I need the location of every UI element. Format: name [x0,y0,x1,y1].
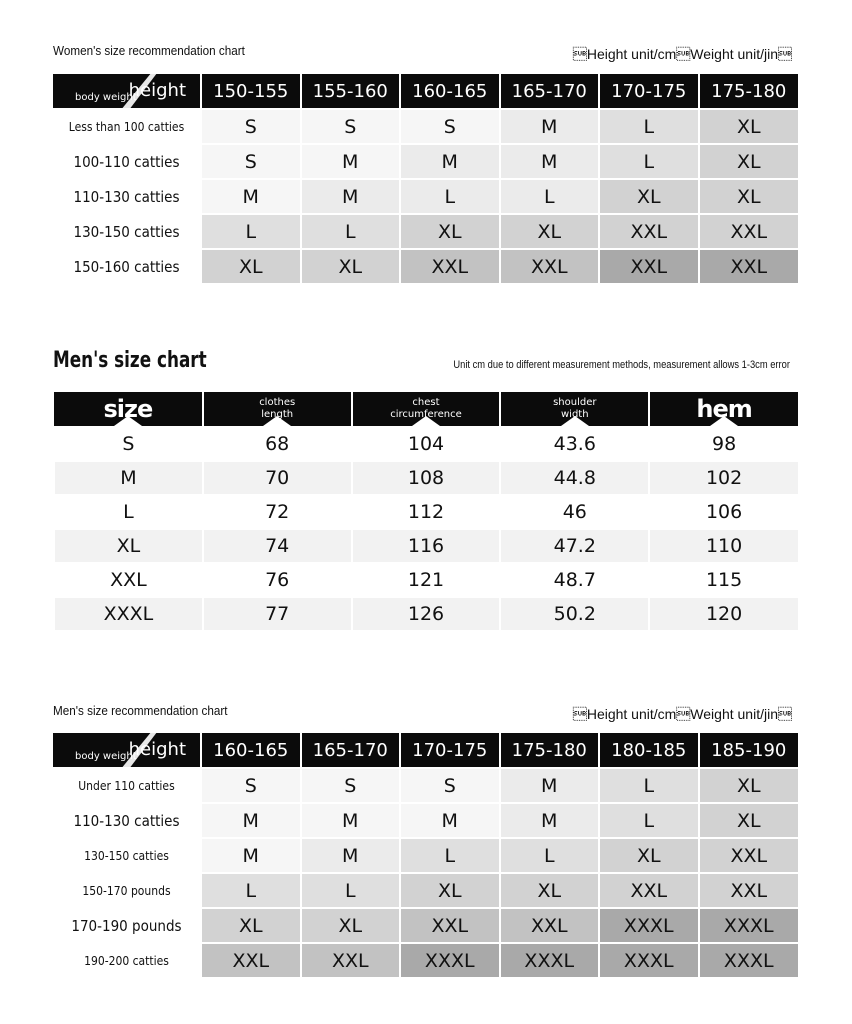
size-cell: M [500,768,600,803]
weight-row-label: 130-150 catties [53,214,201,249]
size-cell: S [201,109,301,144]
measurement-note: Unit cm due to different measurement methods, measurement allows 1-3cm error [453,359,790,371]
size-cell: XL [500,873,600,908]
table-row [53,943,798,977]
table-row [54,461,798,495]
size-cell: S [301,768,401,803]
corner-height-label: height [128,739,186,760]
height-column-header: 160-165 [400,74,500,109]
size-cell: XXL [400,249,500,283]
hem-value: 115 [649,563,798,597]
size-cell: M [400,144,500,179]
table-row [53,109,798,144]
size-value: XL [54,529,203,563]
chest-value: 116 [352,529,501,563]
size-cell: XXXL [400,943,500,977]
height-column-header: 170-175 [400,733,500,768]
size-cell: XXL [699,838,799,873]
size-cell: XXL [699,214,799,249]
men-size-chart-title: Men's size chart [53,348,207,373]
women-recommendation-table [53,74,798,283]
length-value: 70 [203,461,352,495]
size-cell: M [201,838,301,873]
size-column-header [54,392,203,427]
table-row [53,214,798,249]
women-rec-units: Height unit/cmWeight unit/jin [572,46,792,62]
size-cell: S [201,768,301,803]
size-cell: L [500,179,600,214]
size-cell: L [201,873,301,908]
shoulder-value: 50.2 [500,597,649,630]
hem-value: 110 [649,529,798,563]
table-row [53,803,798,838]
hem-value: 106 [649,495,798,529]
table-row [53,768,798,803]
size-cell: M [201,803,301,838]
length-value: 72 [203,495,352,529]
size-cell: XL [500,214,600,249]
weight-row-label: 150-160 catties [53,249,201,283]
corner-header [53,74,201,109]
shoulder-value: 44.8 [500,461,649,495]
header-line: clothes [259,397,296,408]
table-row [54,427,798,461]
height-column-header: 175-180 [699,74,799,109]
size-cell: M [500,144,600,179]
table-row [54,563,798,597]
header-notch-icon [561,416,589,426]
size-cell: XXXL [699,943,799,977]
size-cell: XL [699,179,799,214]
length-value: 76 [203,563,352,597]
size-cell: M [301,179,401,214]
men-rec-units: Height unit/cmWeight unit/jin [572,706,792,722]
length-value: 68 [203,427,352,461]
size-value: XXL [54,563,203,597]
size-cell: XL [599,179,699,214]
size-cell: L [599,803,699,838]
size-cell: L [201,214,301,249]
height-column-header: 165-170 [500,74,600,109]
men-rec-caption: Men's size recommendation chart [53,703,228,718]
corner-weight-label: body weight [75,751,137,762]
weight-row-label: 130-150 catties [53,838,201,873]
size-cell: M [301,144,401,179]
size-cell: L [400,838,500,873]
table-row [53,908,798,943]
header-notch-icon [263,416,291,426]
header-notch-icon [412,416,440,426]
weight-row-label: Under 110 catties [53,768,201,803]
size-cell: XXL [400,908,500,943]
size-cell: XL [301,249,401,283]
size-cell: XL [599,838,699,873]
hem-value: 102 [649,461,798,495]
corner-weight-label: body weight [75,92,137,103]
height-column-header: 175-180 [500,733,600,768]
length-value: 74 [203,529,352,563]
size-cell: XXL [699,873,799,908]
table-row [53,144,798,179]
weight-row-label: 110-130 catties [53,803,201,838]
chest-value: 112 [352,495,501,529]
shoulder-value: 46 [500,495,649,529]
men-size-chart-table [53,392,798,630]
size-cell: S [301,109,401,144]
men-recommendation-table [53,733,798,977]
size-cell: XXL [599,873,699,908]
height-column-header: 160-165 [201,733,301,768]
height-column-header: 165-170 [301,733,401,768]
size-cell: XL [699,109,799,144]
size-cell: S [201,144,301,179]
size-cell: L [301,214,401,249]
weight-row-label: 190-200 catties [53,943,201,977]
weight-row-label: 170-190 pounds [53,908,201,943]
shoulder-value: 47.2 [500,529,649,563]
header-line: length [261,409,294,420]
size-cell: M [500,109,600,144]
size-cell: XXL [201,943,301,977]
size-cell: XXXL [599,908,699,943]
size-cell: XL [301,908,401,943]
header-line: chest [412,397,440,408]
size-cell: XL [201,249,301,283]
size-cell: XXL [599,214,699,249]
size-cell: XXL [599,249,699,283]
size-cell: XXL [301,943,401,977]
corner-header [53,733,201,768]
table-row [53,249,798,283]
height-column-header: 185-190 [699,733,799,768]
table-row [54,597,798,630]
size-cell: L [599,109,699,144]
size-value: L [54,495,203,529]
hem-value: 98 [649,427,798,461]
length-value: 77 [203,597,352,630]
size-cell: XL [201,908,301,943]
chest-value: 108 [352,461,501,495]
size-cell: XXL [699,249,799,283]
size-value: M [54,461,203,495]
weight-row-label: Less than 100 catties [53,109,201,144]
size-value: XXXL [54,597,203,630]
size-cell: XL [699,144,799,179]
shoulder-value: 43.6 [500,427,649,461]
size-cell: L [599,144,699,179]
height-column-header: 170-175 [599,74,699,109]
size-cell: XL [400,873,500,908]
height-column-header: 180-185 [599,733,699,768]
table-row [54,529,798,563]
header-line: circumference [390,409,462,420]
size-cell: L [301,873,401,908]
size-cell: XXXL [699,908,799,943]
size-cell: S [400,109,500,144]
size-cell: M [400,803,500,838]
size-cell: XL [699,803,799,838]
size-cell: XXL [500,249,600,283]
weight-row-label: 150-170 pounds [53,873,201,908]
size-cell: XL [699,768,799,803]
hem-value: 120 [649,597,798,630]
size-cell: XXXL [599,943,699,977]
women-rec-caption: Women's size recommendation chart [53,43,245,58]
size-cell: XXXL [500,943,600,977]
table-row [54,495,798,529]
table-row [53,873,798,908]
chest-value: 104 [352,427,501,461]
chest-circumference-header [352,392,501,427]
size-cell: XXL [500,908,600,943]
hem-header-label: hem [696,395,752,423]
weight-row-label: 110-130 catties [53,179,201,214]
shoulder-value: 48.7 [500,563,649,597]
size-value: S [54,427,203,461]
header-line: width [561,409,589,420]
height-column-header: 155-160 [301,74,401,109]
size-cell: XL [400,214,500,249]
size-cell: L [400,179,500,214]
size-cell: L [599,768,699,803]
header-notch-icon [710,416,738,426]
size-cell: M [301,803,401,838]
size-cell: L [500,838,600,873]
hem-column-header [649,392,798,427]
size-cell: M [201,179,301,214]
shoulder-width-header [500,392,649,427]
chest-value: 121 [352,563,501,597]
size-header-label: size [103,395,153,423]
header-line: shoulder [553,397,597,408]
chest-value: 126 [352,597,501,630]
header-notch-icon [114,416,142,426]
size-cell: M [500,803,600,838]
table-row [53,838,798,873]
clothes-length-header [203,392,352,427]
size-cell: M [301,838,401,873]
weight-row-label: 100-110 catties [53,144,201,179]
table-row [53,179,798,214]
size-cell: S [400,768,500,803]
corner-height-label: height [128,80,186,101]
height-column-header: 150-155 [201,74,301,109]
